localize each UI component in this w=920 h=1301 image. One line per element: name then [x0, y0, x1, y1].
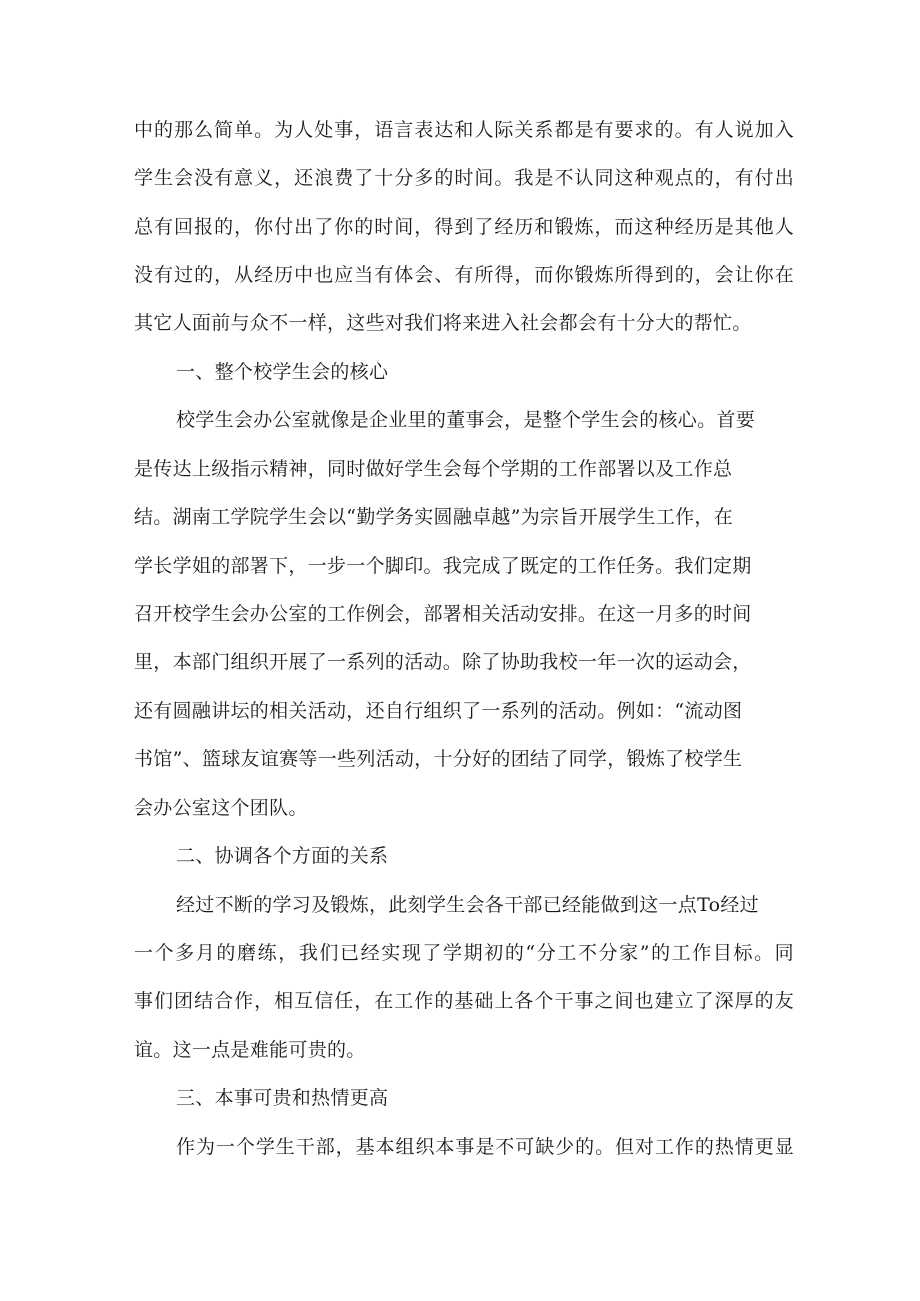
- text-line: 会办公室这个团队。: [134, 797, 308, 819]
- text-line: 学长学姐的部署下，一步一个脚印。我完成了既定的工作任务。我们定期: [134, 555, 752, 577]
- text-line: 结。湖南工学院学生会以“勤学务实圆融卓越”为宗旨开展学生工作，在: [134, 506, 734, 528]
- section-heading: 一、整个校学生会的核心: [176, 361, 389, 383]
- text-line: 学生会没有意义，还浪费了十分多的时间。我是不认同这种观点的，有付出: [134, 167, 794, 189]
- text-line: 中的那么简单。为人处事，语言表达和人际关系都是有要求的。有人说加入: [134, 119, 794, 141]
- text-line: 其它人面前与众不一样，这些对我们将来进入社会都会有十分大的帮忙。: [134, 312, 752, 334]
- section-heading: 三、本事可贵和热情更高: [176, 1087, 389, 1109]
- text-line: 校学生会办公室就像是企业里的董事会，是整个学生会的核心。首要: [176, 409, 756, 431]
- text-line: 谊。这一点是难能可贵的。: [134, 1039, 366, 1061]
- text-line: 一个多月的磨练，我们已经实现了学期初的“分工不分家”的工作目标。同: [134, 942, 794, 964]
- text-line: 召开校学生会办公室的工作例会，部署相关活动安排。在这一月多的时间: [134, 603, 752, 625]
- text-line: 没有过的，从经历中也应当有体会、有所得，而你锻炼所得到的，会让你在: [134, 264, 794, 286]
- section-heading: 二、协调各个方面的关系: [176, 845, 389, 867]
- text-line: 是传达上级指示精神，同时做好学生会每个学期的工作部署以及工作总: [134, 458, 733, 480]
- text-line: 经过不断的学习及锻炼，此刻学生会各干部已经能做到这一点To经过: [176, 894, 759, 916]
- text-line: 还有圆融讲坛的相关活动，还自行组织了一系列的活动。例如：“流动图: [134, 700, 743, 722]
- text-line: 总有回报的，你付出了你的时间，得到了经历和锻炼，而这种经历是其他人: [134, 216, 794, 238]
- text-line: 事们团结合作，相互信任，在工作的基础上各个干事之间也建立了深厚的友: [134, 990, 794, 1012]
- text-line: 作为一个学生干部，基本组织本事是不可缺少的。但对工作的热情更显: [176, 1136, 794, 1158]
- text-line: 书馆”、篮球友谊赛等一些列活动，十分好的团结了同学，锻炼了校学生: [134, 748, 743, 770]
- text-line: 里，本部门组织开展了一系列的活动。除了协助我校一年一次的运动会，: [134, 651, 752, 673]
